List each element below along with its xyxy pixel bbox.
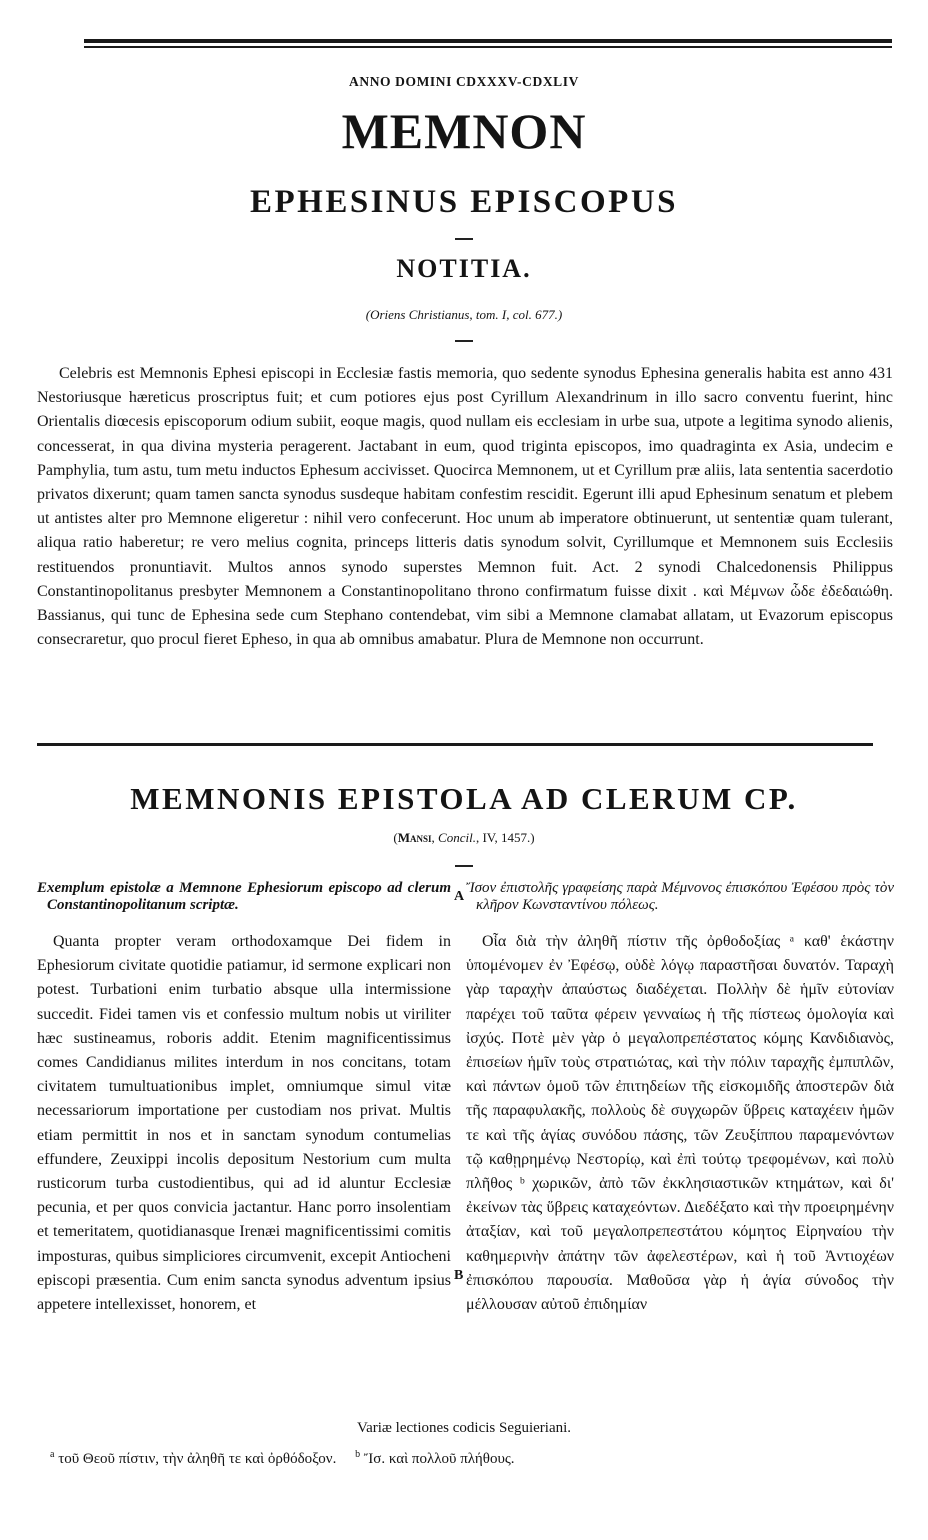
top-rule-thin [84, 46, 892, 48]
greek-text: Οἷα διὰ τὴν ἀληθῆ πίστιν τῆς ὀρθοδοξίας ᵃ καθ' ἑκάστην ὑπομένομεν ἐν Ἐφέσῳ, οὐδὲ λόγῳ παραστῆσαι δυνατόν. Ταραχὴ γὰρ ταραχὴν ἀπαύστως διαδέχεται. Πολλὴν δὲ ἡμῖν εὐτονίαν παρέχει τοῦ ταῦτα φέρειν γενναίως ἡ τῆς πίστεως ὁμολογία καὶ ἰσχύς. Ποτὲ μὲν γὰρ ὁ μεγαλοπρεπέστατος κόμης Κανδιδιανὸς, ἐπισείων ἡμῖν τοὺς στρατιώτας, καὶ τὴν πόλιν ταραχῆς ἐμπιπλῶν, καὶ πάντων ὁμοῦ τῶν ἐπιτηδείων τῆς εἰσκομιδῆς ἀποστερῶν διὰ τῆς παραφυλακῆς, πολλοὺς δὲ συγχωρῶν ὕβρεις καταχέειν ἡμῶν τε καὶ τῆς ἁγίας συνόδου πάσης, τῶν Ζευξίππου παραμενόντων τῷ καθῃρημένῳ Νεστορίῳ, καὶ ἐπὶ τούτῳ τρεφομένων, καὶ πολὺ πλῆθος ᵇ χωρικῶν, ἀπὸ τῶν ἐκκλησιαστικῶν κτημάτων, καὶ δι' ἐκείνων τὰς ὕβρεις καταχεόντων. Διεδέξατο καὶ τὴν προειρημένην ἀταξίαν, καὶ τοῦ μεγαλοπρεπεστάτου κόμητος Εἰρηναίου τὴν καθημερινὴν ἀπάτην τῶν ἀφελεστέρων, καὶ ἡ τοῦ Ἀντιοχέων ἐπισκόπου παρουσία. Μαθοῦσα γὰρ ἡ ἁγία σύνοδος τὴν μέλλουσαν αὐτοῦ ἐπιδημίαν [466, 933, 894, 1314]
variae-title: Variæ lectiones codicis Seguieriani. [356, 1420, 572, 1436]
running-title: ANNO DOMINI CDXXXV-CDXLIV [349, 74, 579, 89]
divider-dash [455, 865, 473, 867]
top-rule [84, 39, 892, 43]
source-open: ( [393, 830, 398, 845]
column-marker-b: B [454, 1268, 464, 1283]
latin-heading: Exemplum epistolæ a Memnone Ephesiorum episcopo ad clerum Constantinopolitanum scriptæ. [37, 880, 451, 913]
epistola-source: (Mansi, Concil., IV, 1457.) [393, 830, 535, 845]
note-a-text: τοῦ Θεοῦ πίστιν, τὴν ἀληθῆ τε καὶ ὀρθόδοξον. [58, 1451, 337, 1467]
divider-dash [455, 238, 473, 240]
source-author: Mansi [397, 830, 432, 845]
greek-column [466, 880, 894, 1317]
section-title: NOTITIA. [396, 254, 532, 283]
divider-dash [455, 340, 473, 342]
page-title: MEMNON [341, 103, 587, 159]
note-a-mark: a [50, 1449, 55, 1460]
page-subtitle: EPHESINUS EPISCOPUS [249, 184, 678, 220]
source-citation: (Oriens Christianus, tom. I, col. 677.) [365, 307, 563, 322]
latin-text: Quanta propter veram orthodoxamque Dei fidem in Ephesiorum civitate quotidie patiamur, id sermone explicari non potest. Turbationi enim turbatio absque ulla intermissione succedit. Fidei tamen vis et confessio multum nobis ut viriliter hæc sustineamus, roboris addit. Etenim magnificentissimus comes Candidianus milites interdum in nos concitans, totam civitatem tumultuationibus implet, omniumque simul vitæ necessariorum importatione per custodiam nos privat. Multis etiam permittit in nos et in sanctam synodum contumelias effundere, Zeuxippi incolis depositum Nestorium cum multa rusticorum turba custodientibus, qui ad id aluntur Ecclesiæ pecunia, et per quos convicia jactantur. Hanc porro insolentiam et temeritatem, quotidianasque Irenæi magnificentissimi comitis imposturas, quibus simpliciores circumvenit, excepit Antiocheni episcopi præsentia. Cum enim sancta synodus adventum ipsius appetere intellexisset, honorem, et [37, 933, 451, 1314]
section-rule [37, 743, 873, 746]
source-ref: , IV, 1457.) [475, 830, 535, 845]
epistola-title: MEMNONIS EPISTOLA AD CLERUM CP. [130, 781, 798, 816]
notitia-paragraph: Celebris est Memnonis Ephesi episcopi in Ecclesiæ fastis memoria, quo sedente synodus Ephesina generalis habita est anno 431 Nestoriusque hæreticus proscriptus fuit; et cum potiores ejus post Cyrillum Alexandrinum in illo sacro conventu fuerint, hinc Orientalis diœcesis episcoporum odium subiit, eoque magis, quod nullam eis ecclesiam in urbe sua, utpote a legitima synodo alienis, concesserat, in qua divina mysteria peragerent. Jactabant in eum, quod triginta episcopos, imo quadraginta ex Asia, undecim e Pamphylia, tum astu, tum metu inductos Ephesum accivisset. Quocirca Memnonem, ut et Cyrillum præ aliis, lata sententia sacerdotio privatos dixerunt; quam tamen sancta synodus susdeque habitam confestim rescidit. Egerunt illi apud Ephesinum senatum et plebem ut antistes alter pro Memnone eligeretur : nihil vero confecerunt. Hoc unum ab imperatore obtinuerunt, ut sententiæ quam tulerant, aliqua ratio haberetur; re vero melius cognita, princeps litteris datis synodum solvit, Cyrillumque et Memnonem suis Ecclesiis restituendos pronuntiavit. Multos annos synodo superstes Memnon fuit. Act. 2 synodi Chalcedonensis Philippus Constantinopolitanus presbyter Memnonem a Constantinopolitano throno confirmatum fuisse dixit . καὶ Μέμνων ὧδε ἐδεδαιώθη. Bassianus, qui tunc de Ephesina sede cum Stephano contendebat, vim sibi a Memnone clamabat allatam, ut Evazorum episcopus consecraretur, quo procul fieret Epheso, in qua ab omnibus amabatur. Plura de Memnone non occurrunt. [37, 365, 893, 649]
note-b-text: Ἴσ. καὶ πολλοῦ πλήθους. [363, 1451, 515, 1467]
latin-column [37, 880, 451, 1317]
source-work: Concil. [438, 830, 476, 845]
variae-notes [50, 1449, 850, 1468]
column-marker-a: A [454, 889, 465, 904]
greek-heading: Ἴσον ἐπιστολῆς γραφείσης παρὰ Μέμνονος ἐπισκόπου Ἐφέσου πρὸς τὸν κλῆρον Κωνσταντίνου πόλεως. [466, 880, 894, 913]
note-b-mark: b [355, 1449, 361, 1460]
notitia-text [37, 362, 893, 652]
